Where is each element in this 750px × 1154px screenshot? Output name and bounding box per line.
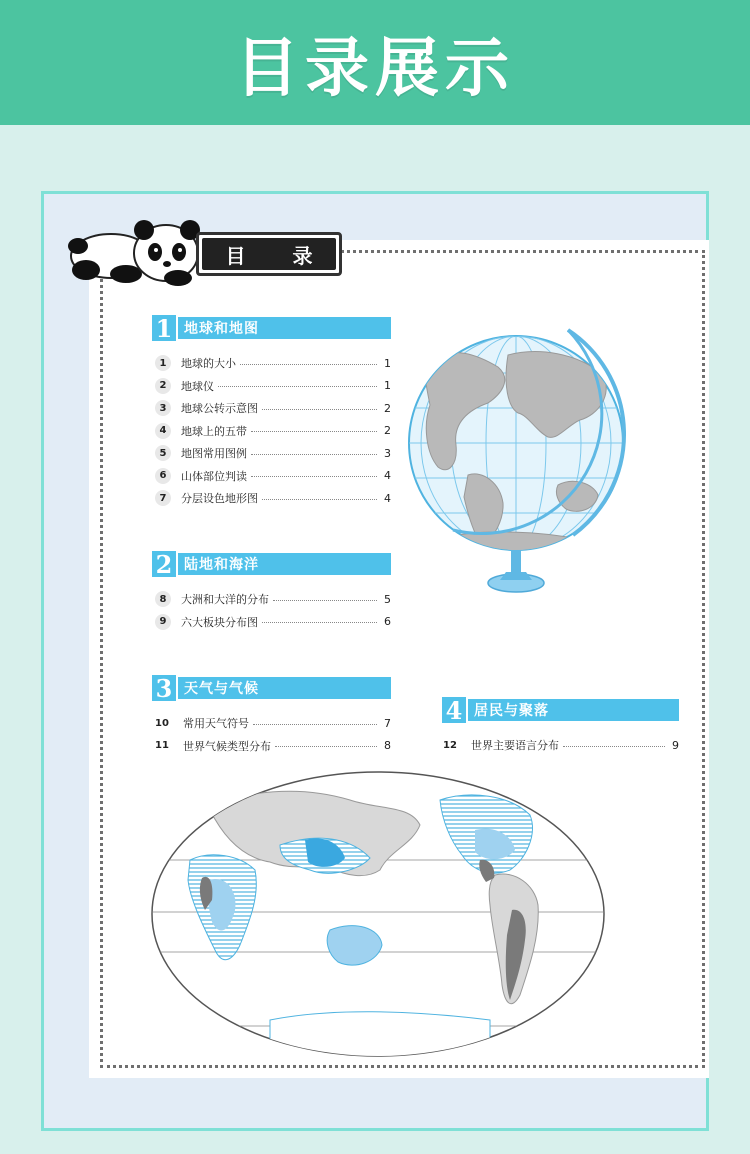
- section-title: 居民与聚落: [474, 703, 549, 719]
- page-number: 2: [384, 401, 391, 415]
- section-header-3: [152, 673, 391, 703]
- section-number: 4: [442, 697, 468, 723]
- leader-dots: [251, 454, 377, 455]
- section-number: 2: [152, 551, 178, 577]
- section-title: 地球和地图: [184, 321, 259, 337]
- item-number: 3: [155, 400, 171, 416]
- item-number: 4: [155, 423, 171, 439]
- leader-dots: [273, 600, 377, 601]
- contents-title-tab: [196, 232, 342, 276]
- section-title: 陆地和海洋: [184, 557, 259, 573]
- panda-icon: [66, 208, 206, 288]
- item-label: 六大板块分布图: [181, 615, 258, 629]
- leader-dots: [251, 476, 377, 477]
- page-number: 2: [384, 424, 391, 438]
- toc-item[interactable]: [155, 397, 391, 420]
- toc-item[interactable]: [155, 352, 391, 375]
- page-number: 9: [672, 738, 679, 752]
- leader-dots: [240, 364, 377, 365]
- section-4-list: [443, 734, 679, 757]
- leader-dots: [253, 724, 377, 725]
- toc-item[interactable]: [155, 735, 391, 758]
- contents-title-char-1: 目: [225, 243, 246, 268]
- item-number: 6: [155, 468, 171, 484]
- item-number: 2: [155, 378, 171, 394]
- item-label: 大洲和大洋的分布: [181, 593, 269, 607]
- contents-title-char-2: 录: [292, 243, 313, 268]
- leader-dots: [563, 746, 665, 747]
- globe-icon: [408, 325, 648, 610]
- item-number: 9: [155, 614, 171, 630]
- toc-item[interactable]: [155, 611, 391, 634]
- page-number: 5: [384, 592, 391, 606]
- page-number: 1: [384, 356, 391, 370]
- header-banner: [0, 0, 750, 125]
- page-number: 6: [384, 615, 391, 629]
- section-header-1: [152, 313, 391, 343]
- section-number: 1: [152, 315, 178, 341]
- section-1-list: [155, 352, 391, 510]
- section-header-4: [442, 695, 679, 725]
- toc-item[interactable]: [155, 465, 391, 488]
- item-label: 分层设色地形图: [181, 492, 258, 506]
- page-number: 3: [384, 446, 391, 460]
- item-label: 地球公转示意图: [181, 402, 258, 416]
- leader-dots: [262, 622, 377, 623]
- section-title: 天气与气候: [184, 681, 259, 697]
- world-climate-map: [150, 770, 606, 1058]
- item-label: 地球的大小: [181, 357, 236, 371]
- toc-item[interactable]: [155, 487, 391, 510]
- item-number: 5: [155, 445, 171, 461]
- page-number: 7: [384, 716, 391, 730]
- page-number: 8: [384, 739, 391, 753]
- toc-item[interactable]: [155, 375, 391, 398]
- item-label: 常用天气符号: [183, 717, 249, 731]
- leader-dots: [262, 499, 377, 500]
- item-label: 世界主要语言分布: [471, 739, 559, 753]
- item-label: 地图常用图例: [181, 447, 247, 461]
- leader-dots: [262, 409, 377, 410]
- section-3-list: [155, 712, 391, 757]
- toc-item[interactable]: [155, 712, 391, 735]
- item-number: 8: [155, 591, 171, 607]
- page-number: 4: [384, 491, 391, 505]
- item-number: 11: [155, 740, 169, 752]
- leader-dots: [251, 431, 377, 432]
- section-2-list: [155, 588, 391, 633]
- page-number: 1: [384, 379, 391, 393]
- item-label: 世界气候类型分布: [183, 739, 271, 753]
- toc-item[interactable]: [443, 734, 679, 757]
- toc-item[interactable]: [155, 442, 391, 465]
- item-label: 山体部位判读: [181, 469, 247, 483]
- page-number: 4: [384, 469, 391, 483]
- item-number: 12: [443, 739, 457, 751]
- item-number: 10: [155, 717, 169, 729]
- section-header-2: [152, 549, 391, 579]
- banner-title: 目录展示: [235, 31, 515, 106]
- item-number: 1: [155, 355, 171, 371]
- toc-item[interactable]: [155, 420, 391, 443]
- item-label: 地球上的五带: [181, 424, 247, 438]
- leader-dots: [275, 746, 377, 747]
- section-number: 3: [152, 675, 178, 701]
- item-number: 7: [155, 490, 171, 506]
- leader-dots: [218, 386, 377, 387]
- toc-item[interactable]: [155, 588, 391, 611]
- item-label: 地球仪: [181, 379, 214, 393]
